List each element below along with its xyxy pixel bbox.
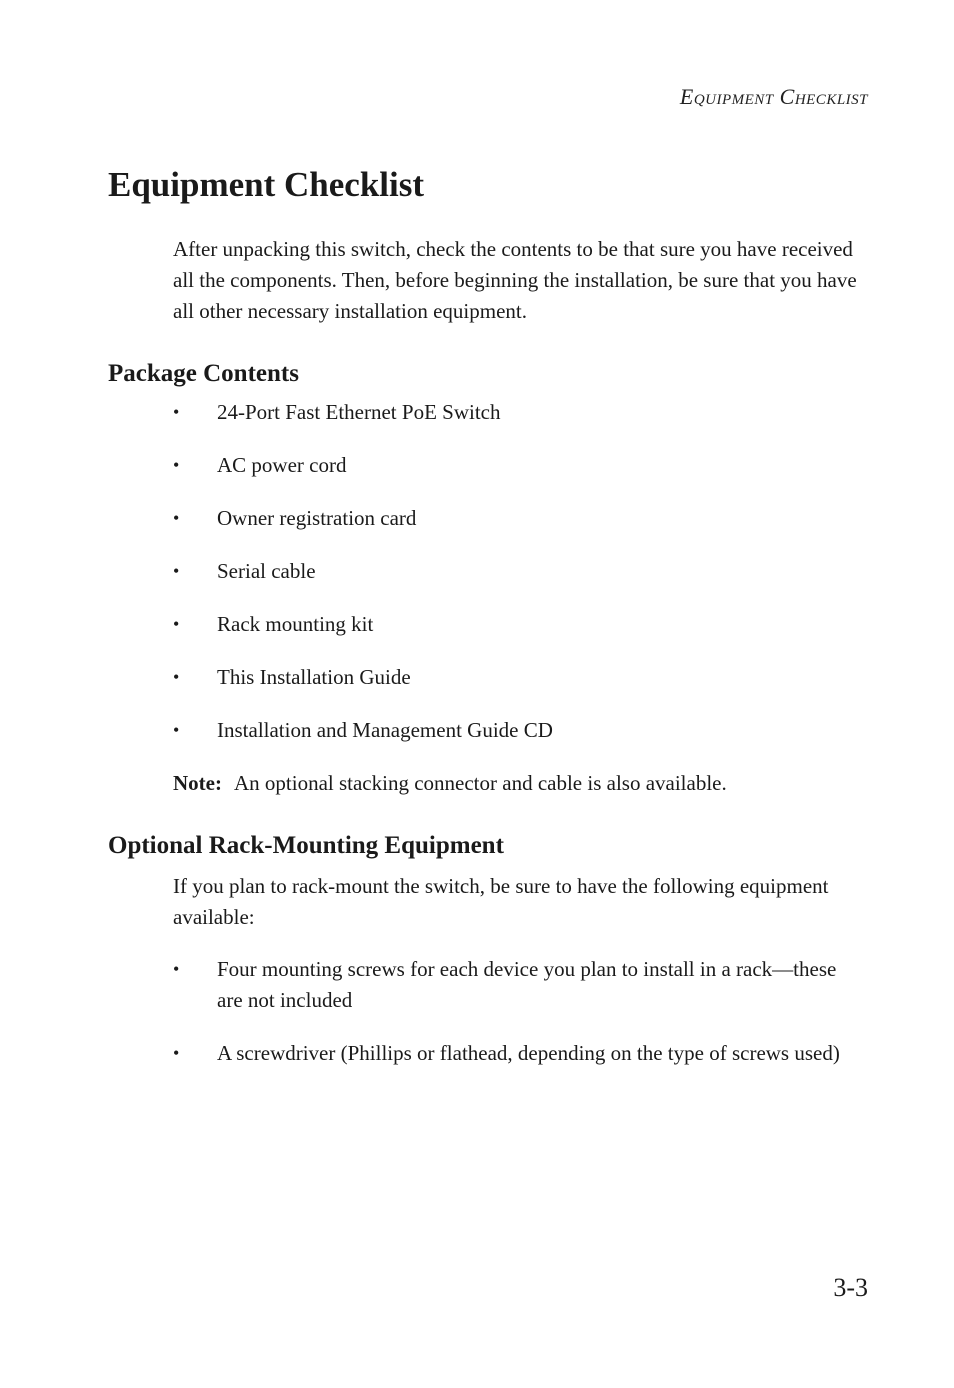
list-item-text: A screwdriver (Phillips or flathead, depending on the type of screws used) — [217, 1041, 840, 1065]
bullet-icon: • — [173, 959, 180, 979]
list-item-text: Installation and Management Guide CD — [217, 718, 553, 742]
optional-equipment-list — [173, 954, 863, 1091]
note-text: An optional stacking connector and cable is also available. — [233, 771, 727, 795]
list-item — [173, 503, 863, 534]
optional-equipment-intro: If you plan to rack-mount the switch, be sure to have the following equipment available: — [173, 874, 829, 929]
list-item — [173, 397, 863, 428]
note — [173, 768, 863, 799]
intro-paragraph: After unpacking this switch, check the contents to be that sure you have received all the components. Then, before beginning the installation, be sure that you have all other necessary installation equipment. — [173, 237, 857, 323]
bullet-icon: • — [173, 455, 180, 475]
list-item — [173, 1038, 863, 1069]
list-item-text: AC power cord — [217, 453, 347, 477]
list-item — [173, 715, 863, 746]
list-item-text: Owner registration card — [217, 506, 417, 530]
list-item-text: This Installation Guide — [217, 665, 411, 689]
list-item — [173, 662, 863, 693]
list-item-text: Serial cable — [217, 559, 316, 583]
optional-equipment-heading: Optional Rack-Mounting Equipment — [108, 832, 504, 859]
page-number: 3-3 — [833, 1273, 868, 1302]
page-title: Equipment Checklist — [108, 165, 425, 204]
list-item — [173, 556, 863, 587]
bullet-icon: • — [173, 561, 180, 581]
bullet-icon: • — [173, 720, 180, 740]
running-header: Equipment Checklist — [679, 84, 868, 109]
bullet-icon: • — [173, 402, 180, 422]
package-contents-list — [173, 397, 863, 768]
note-label: Note: — [173, 771, 222, 795]
bullet-icon: • — [173, 1043, 180, 1063]
list-item-text: Four mounting screws for each device you plan to install in a rack—these are not included — [217, 957, 837, 1012]
bullet-icon: • — [173, 508, 180, 528]
list-item-text: 24-Port Fast Ethernet PoE Switch — [217, 400, 501, 424]
list-item — [173, 450, 863, 481]
bullet-icon: • — [173, 667, 180, 687]
package-contents-heading: Package Contents — [108, 360, 299, 387]
list-item — [173, 954, 863, 1016]
list-item-text: Rack mounting kit — [217, 612, 374, 636]
bullet-icon: • — [173, 614, 180, 634]
list-item — [173, 609, 863, 640]
